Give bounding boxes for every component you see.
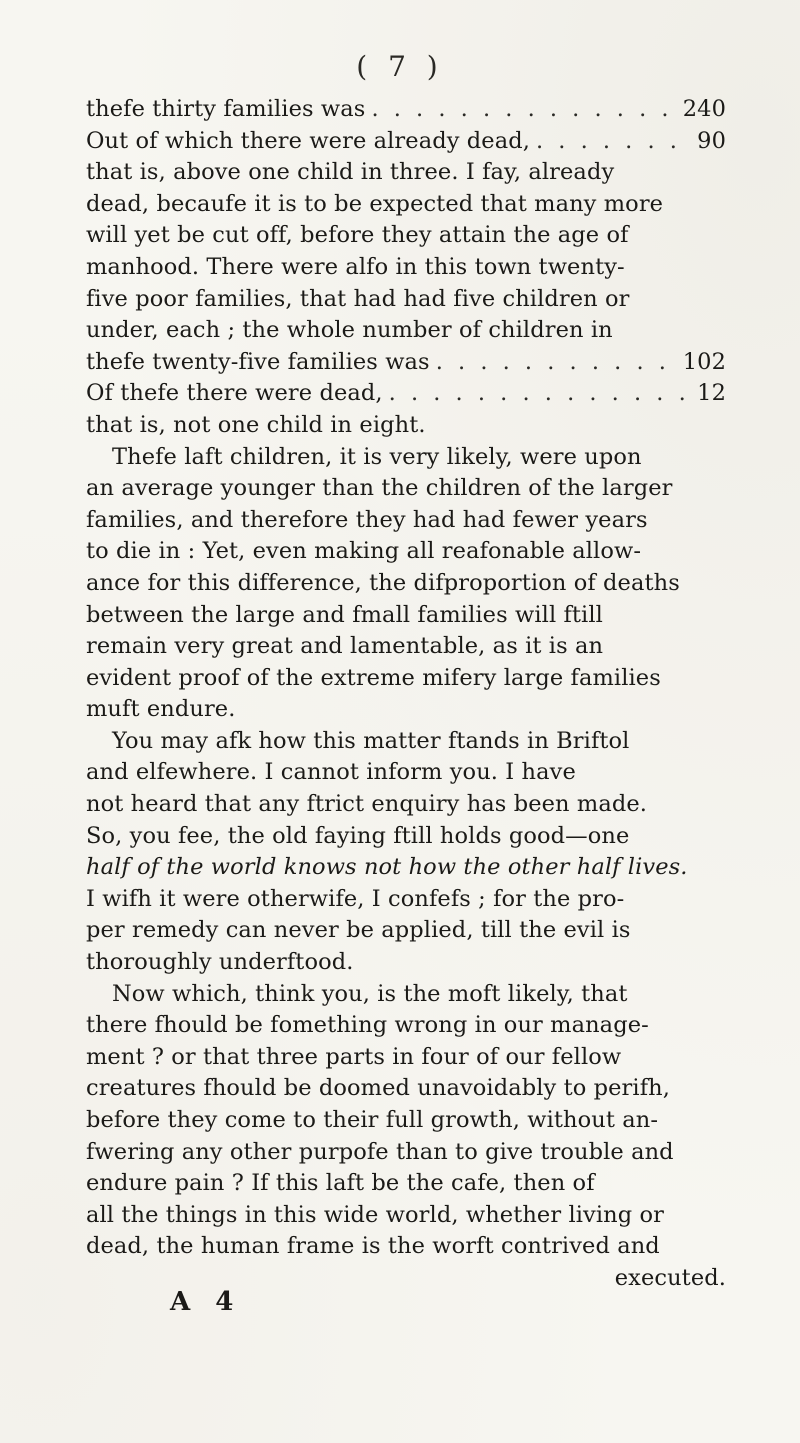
text-line: ment ? or that three parts in four of our fellow bbox=[86, 1043, 622, 1070]
dot-leader bbox=[371, 94, 676, 126]
text-line: thoroughly underftood. bbox=[86, 949, 354, 976]
text-line: ance for this difference, the difproportion of deaths bbox=[86, 569, 680, 596]
text-line: per remedy can never be applied, till the evil is bbox=[86, 917, 631, 944]
tally-value: 240 bbox=[682, 96, 726, 122]
text-line: manhood. There were alfo in this town twenty- bbox=[86, 253, 625, 280]
page-number: ( 7 ) bbox=[356, 50, 444, 83]
paragraph-start: Thefe laft children, it is very likely, were upon bbox=[112, 443, 642, 470]
tally-value: 12 bbox=[697, 380, 726, 407]
text-line: an average younger than the children of the larger bbox=[86, 475, 673, 502]
text-line: that is, above one child in three. I fay, already bbox=[86, 159, 615, 186]
text-line: will yet be cut off, before they attain the age of bbox=[86, 222, 629, 249]
text-line: before they come to their full growth, without an- bbox=[86, 1107, 659, 1133]
text-line: not heard that any ftrict enquiry has been made. bbox=[86, 791, 648, 818]
tally-line-small-family-dead bbox=[86, 378, 726, 410]
text-line: there fhould be fomething wrong in our manage- bbox=[86, 1012, 649, 1039]
text-line: to die in : Yet, even making all reafonable allow- bbox=[86, 538, 642, 565]
text-line: that is, not one child in eight. bbox=[86, 411, 426, 438]
tally-label: thefe twenty-five families was bbox=[86, 348, 430, 375]
text-line: remain very great and lamentable, as it is an bbox=[86, 633, 604, 660]
text-line: creatures fhould be doomed unavoidably to perifh, bbox=[86, 1075, 670, 1102]
text-line: under, each ; the whole number of children in bbox=[86, 317, 613, 344]
paragraph-start: Now which, think you, is the moft likely, that bbox=[112, 980, 628, 1007]
tally-label: thefe thirty families was bbox=[86, 96, 366, 122]
tally-value: 102 bbox=[682, 348, 726, 375]
tally-value: 90 bbox=[697, 127, 726, 154]
dot-leader bbox=[436, 347, 677, 379]
text-line: all the things in this wide world, whether living or bbox=[86, 1201, 665, 1228]
signature-mark: A 4 bbox=[170, 1287, 242, 1317]
text-line: fwering any other purpofe than to give trouble and bbox=[86, 1138, 674, 1165]
tally-label: Of thefe there were dead, bbox=[86, 380, 383, 407]
text-line: endure pain ? If this laft be the cafe, then of bbox=[86, 1170, 595, 1197]
text-line: families, and therefore they had had fewer years bbox=[86, 506, 648, 533]
text-line: five poor families, that had had five children or bbox=[86, 285, 630, 312]
body-text bbox=[86, 94, 726, 1295]
tally-line-dead bbox=[86, 126, 726, 158]
text-line-italic: half of the world knows not how the other half lives. bbox=[86, 854, 688, 881]
text-line: between the large and fmall families will ftill bbox=[86, 601, 603, 628]
text-line: evident proof of the extreme mifery large families bbox=[86, 664, 661, 691]
text-line: dead, becaufe it is to be expected that many more bbox=[86, 190, 664, 217]
dot-leader bbox=[536, 126, 691, 158]
tally-line-total-children bbox=[86, 94, 726, 126]
text-line: I wifh it were otherwife, I confefs ; for the pro- bbox=[86, 885, 625, 912]
tally-label: Out of which there were already dead, bbox=[86, 127, 530, 154]
text-line: muft endure. bbox=[86, 696, 236, 723]
paragraph-start: You may afk how this matter ftands in Briftol bbox=[112, 727, 630, 754]
tally-line-small-family-children bbox=[86, 347, 726, 379]
text-line: and elfewhere. I cannot inform you. I have bbox=[86, 759, 576, 786]
dot-leader bbox=[389, 378, 692, 410]
catchword: executed. bbox=[614, 1264, 726, 1291]
text-line: dead, the human frame is the worft contrived and bbox=[86, 1233, 660, 1260]
text-line: So, you fee, the old faying ftill holds good—one bbox=[86, 822, 630, 849]
